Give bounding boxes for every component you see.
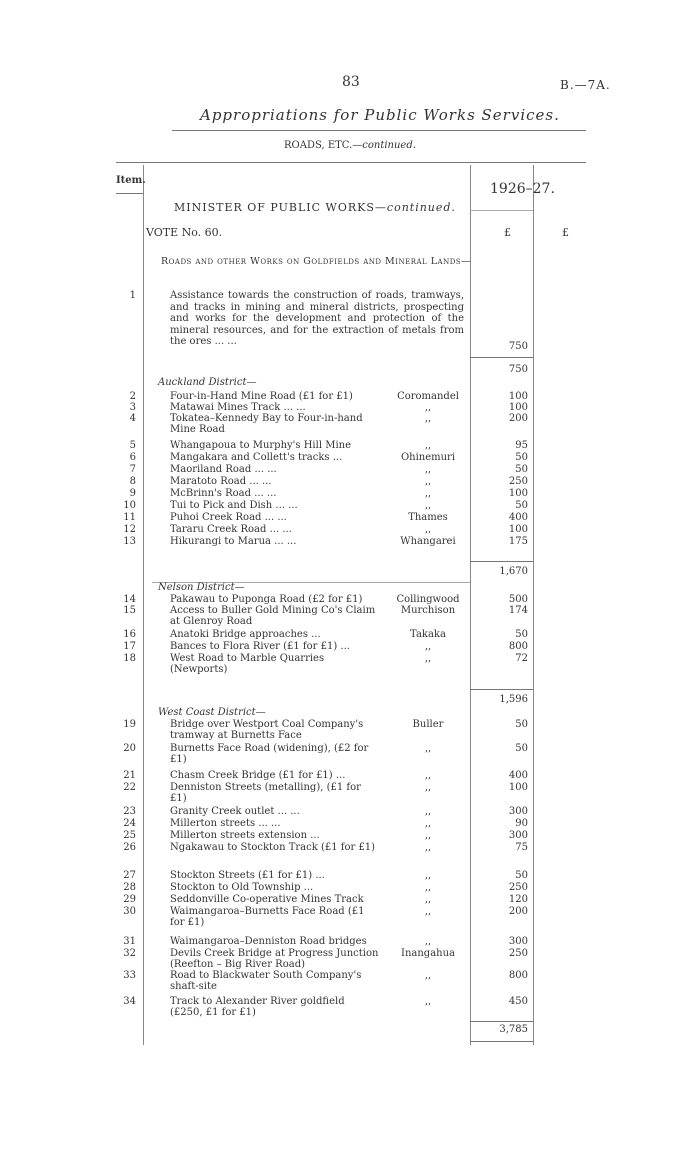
subtotal: 1,670 (499, 566, 528, 577)
item-number: 17 (123, 641, 136, 652)
item-number: 24 (123, 818, 136, 829)
ministry-heading (174, 201, 456, 214)
district-name: ,, (424, 402, 432, 413)
item-amount: 75 (515, 842, 528, 853)
page-number: 83 (342, 74, 360, 90)
item-number: 11 (123, 512, 136, 523)
section-subtitle (284, 140, 416, 151)
district-name: ,, (424, 524, 432, 535)
item-amount: 500 (508, 594, 528, 605)
district-name: ,, (424, 500, 432, 511)
district-name: Inangahua (401, 948, 455, 959)
item-amount: 300 (508, 806, 528, 817)
district-name: Coromandel (397, 391, 459, 402)
divider (470, 357, 533, 358)
item-amount: 100 (508, 391, 528, 402)
item-number: 13 (123, 536, 136, 547)
item-number: 31 (123, 936, 136, 947)
item-number: 27 (123, 870, 136, 881)
item-description: Mangakara and Collett's tracks ... (170, 452, 343, 463)
item-number: 20 (123, 743, 136, 754)
district-name: ,, (424, 906, 432, 917)
district-name: ,, (424, 818, 432, 829)
item-number: 25 (123, 830, 136, 841)
item-description: Chasm Creek Bridge (£1 for £1) ... (170, 770, 346, 781)
item-description: Granity Creek outlet ... ... (170, 806, 300, 817)
district-name: ,, (424, 476, 432, 487)
item-amount: 750 (508, 341, 528, 352)
item-description: Maratoto Road ... ... (170, 476, 272, 487)
item-amount: 120 (508, 894, 528, 905)
item-description: Matawai Mines Track ... ... (170, 402, 306, 413)
item-amount: 400 (508, 770, 528, 781)
item-description: Millerton streets extension ... (170, 830, 320, 841)
item-description: McBrinn's Road ... ... (170, 488, 277, 499)
item-description: Four-in-Hand Mine Road (£1 for £1) (170, 391, 353, 402)
item-amount: 800 (508, 970, 528, 981)
item-number: 21 (123, 770, 136, 781)
item-number: 10 (123, 500, 136, 511)
item-description: Bances to Flora River (£1 for £1) ... (170, 641, 350, 652)
item-amount: 50 (515, 452, 528, 463)
item-amount: 175 (508, 536, 528, 547)
item-amount: 300 (508, 830, 528, 841)
item-number: 4 (129, 413, 136, 424)
district-name: Ohinemuri (400, 452, 456, 463)
district-name: Takaka (410, 629, 446, 640)
district-name: ,, (424, 870, 432, 881)
item-description: Millerton streets ... ... (170, 818, 281, 829)
district-name: ,, (424, 842, 432, 853)
divider (116, 193, 143, 194)
item-amount: 300 (508, 936, 528, 947)
subtitle-italic: continued. (362, 140, 416, 151)
item-description: Whangapoua to Murphy's Hill Mine (170, 440, 352, 451)
document-reference: B.—7A. (560, 78, 611, 92)
item-amount: 100 (508, 782, 528, 793)
item-number: 30 (123, 906, 136, 917)
district-name: ,, (424, 440, 432, 451)
item-amount: 100 (508, 524, 528, 535)
item-amount: 95 (515, 440, 528, 451)
item-amount: 250 (508, 476, 528, 487)
item-number: 33 (123, 970, 136, 981)
item-number: 14 (123, 594, 136, 605)
item-description: Tokatea–Kennedy Bay to Four-in-hand Mine Road (170, 413, 363, 435)
item-description: Denniston Streets (metalling), (£1 for £1) (170, 782, 361, 804)
item-number: 32 (123, 948, 136, 959)
item-number: 7 (129, 464, 136, 475)
item-amount: 50 (515, 870, 528, 881)
district-heading: Auckland District— (158, 377, 257, 388)
item-amount: 50 (515, 719, 528, 730)
subtotal: 3,785 (499, 1024, 528, 1035)
item-amount: 400 (508, 512, 528, 523)
district-name: ,, (424, 882, 432, 893)
item-description: Waimangaroa–Denniston Road bridges (170, 936, 367, 947)
item-column-header: Item. (116, 175, 146, 186)
item-amount: 50 (515, 743, 528, 754)
section-heading: Roads and other Works on Goldfields and Mineral Lands— (161, 256, 472, 267)
district-name: Collingwood (396, 594, 460, 605)
district-name: ,, (424, 464, 432, 475)
item-amount: 100 (508, 488, 528, 499)
district-name: ,, (424, 413, 432, 424)
district-name: Whangarei (400, 536, 456, 547)
district-name: ,, (424, 770, 432, 781)
item-amount: 50 (515, 464, 528, 475)
item-number: 5 (129, 440, 136, 451)
item-description: West Road to Marble Quarries (Newports) (170, 653, 325, 675)
district-name: ,, (424, 830, 432, 841)
item-number: 34 (123, 996, 136, 1007)
item-description: Stockton Streets (£1 for £1) ... (170, 870, 325, 881)
item-column-rule (143, 165, 144, 1045)
item-amount: 200 (508, 413, 528, 424)
item-description: Assistance towards the construction of roads, tramways, and tracks in mining and mineral districts, prospecting and works for the development and protection of the mineral resources, and for the extraction of metals from the ores ... ... (170, 290, 464, 347)
item-amount: 250 (508, 882, 528, 893)
item-description: Bridge over Westport Coal Company's tramway at Burnetts Face (170, 719, 364, 741)
item-description: Burnetts Face Road (widening), (£2 for £1) (170, 743, 369, 765)
item-description: Anatoki Bridge approaches ... (170, 629, 321, 640)
district-heading: West Coast District— (158, 707, 266, 718)
district-heading: Nelson District— (158, 582, 245, 593)
item-description: Maoriland Road ... ... (170, 464, 277, 475)
divider (172, 130, 586, 131)
district-name: ,, (424, 996, 432, 1007)
item-number: 19 (123, 719, 136, 730)
item-description: Puhoi Creek Road ... ... (170, 512, 287, 523)
district-name: Murchison (400, 605, 456, 616)
item-number: 8 (129, 476, 136, 487)
ministry-italic: continued. (386, 201, 456, 214)
district-name: ,, (424, 488, 432, 499)
vote-number: VOTE No. 60. (146, 226, 223, 239)
district-name: ,, (424, 936, 432, 947)
item-description: Track to Alexander River goldfield (£250, £1 for £1) (170, 996, 345, 1018)
item-number: 12 (123, 524, 136, 535)
divider (470, 210, 533, 211)
item-number: 9 (129, 488, 136, 499)
divider (470, 561, 533, 562)
item-number: 28 (123, 882, 136, 893)
item-amount: 174 (508, 605, 528, 616)
item-description: Road to Blackwater South Company's shaft-site (170, 970, 362, 992)
item-description: Seddonville Co-operative Mines Track (170, 894, 364, 905)
pound-symbol: £ (562, 226, 569, 239)
item-amount: 72 (515, 653, 528, 664)
item-number: 26 (123, 842, 136, 853)
item-description: Stockton to Old Township ... (170, 882, 314, 893)
district-name: Buller (412, 719, 444, 730)
divider (116, 162, 586, 163)
item-number: 15 (123, 605, 136, 616)
item-number: 23 (123, 806, 136, 817)
item-amount: 100 (508, 402, 528, 413)
item-description: Tui to Pick and Dish ... ... (170, 500, 298, 511)
item-description: Ngakawau to Stockton Track (£1 for £1) (170, 842, 376, 853)
district-name: ,, (424, 782, 432, 793)
page-title: Appropriations for Public Works Services. (200, 106, 560, 124)
district-name: ,, (424, 641, 432, 652)
subtitle-main: ROADS, ETC.— (284, 140, 363, 151)
divider (470, 1041, 533, 1042)
ministry-main: MINISTER OF PUBLIC WORKS— (174, 201, 387, 214)
subtotal: 750 (508, 364, 528, 375)
divider (470, 1021, 533, 1022)
district-name: ,, (424, 970, 432, 981)
item-number: 29 (123, 894, 136, 905)
item-description: Waimangaroa–Burnetts Face Road (£1 for £1) (170, 906, 365, 928)
item-number: 2 (129, 391, 136, 402)
district-name: ,, (424, 894, 432, 905)
item-amount: 250 (508, 948, 528, 959)
item-number: 1 (129, 290, 136, 301)
item-amount: 50 (515, 500, 528, 511)
item-number: 6 (129, 452, 136, 463)
district-name: ,, (424, 743, 432, 754)
item-description: Hikurangi to Marua ... ... (170, 536, 297, 547)
item-number: 3 (129, 402, 136, 413)
total-column-rule (533, 165, 534, 1045)
district-name: Thames (408, 512, 448, 523)
item-amount: 90 (515, 818, 528, 829)
district-name: ,, (424, 653, 432, 664)
item-amount: 800 (508, 641, 528, 652)
item-description: Devils Creek Bridge at Progress Junction (Reefton – Big River Road) (170, 948, 379, 970)
item-number: 16 (123, 629, 136, 640)
pound-symbol: £ (504, 226, 511, 239)
year-header: 1926–27. (490, 181, 555, 197)
district-name: ,, (424, 806, 432, 817)
item-amount: 50 (515, 629, 528, 640)
item-amount: 200 (508, 906, 528, 917)
item-description: Access to Buller Gold Mining Co's Claim at Glenroy Road (170, 605, 376, 627)
item-description: Tararu Creek Road ... ... (170, 524, 292, 535)
item-number: 18 (123, 653, 136, 664)
item-number: 22 (123, 782, 136, 793)
subtotal: 1,596 (499, 694, 528, 705)
item-amount: 450 (508, 996, 528, 1007)
divider (470, 689, 533, 690)
item-description: Pakawau to Puponga Road (£2 for £1) (170, 594, 363, 605)
